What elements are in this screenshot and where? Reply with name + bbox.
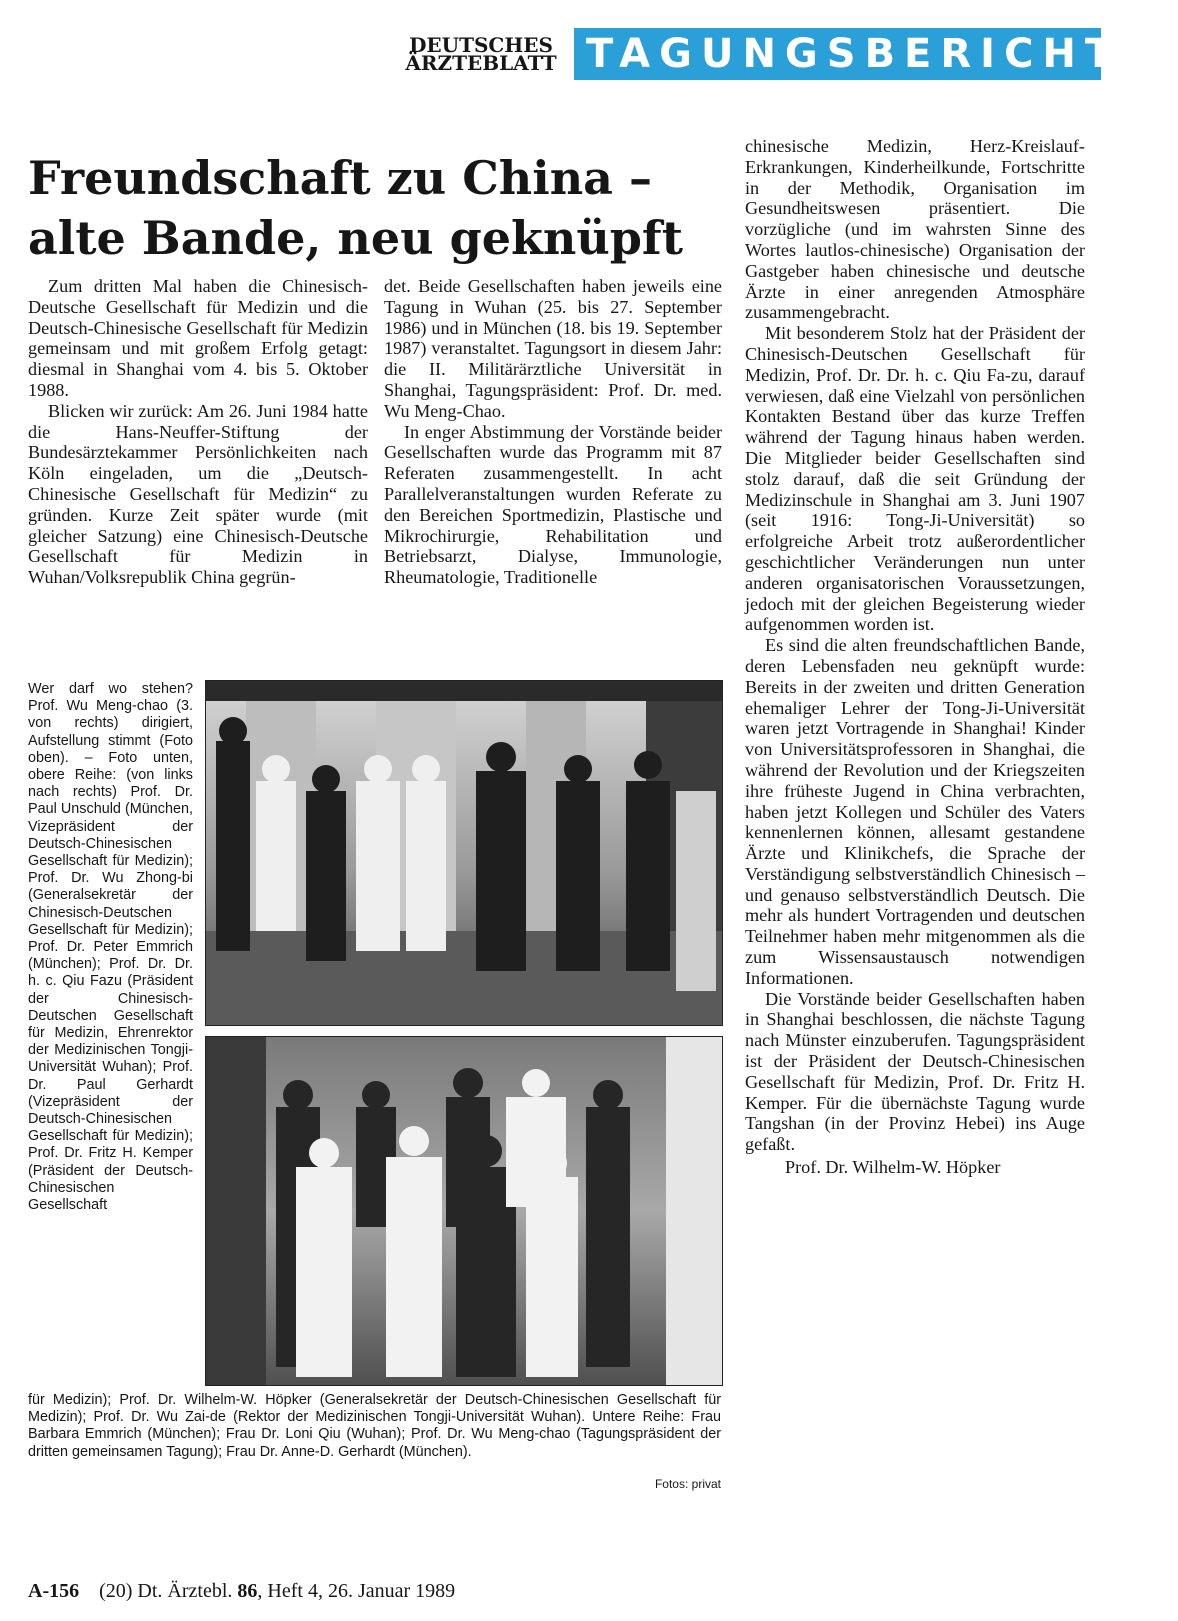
page-number: A-156: [28, 1580, 80, 1602]
headline-line1: Freundschaft zu China –: [28, 151, 652, 205]
paragraph: Die Vorstände beider Gesellschaften haben in Shanghai beschlossen, die nächste Tagung nach Münster einzuberufen. Tagungspräsident ist der Präsident der Deutsch-Chinesischen Gesellschaft für Medizin, Prof. Dr. Fritz H. Kemper. Für die übernächste Tagung wurde Tangshan (in der Provinz Hebei) ins Auge gefaßt.: [745, 988, 1085, 1155]
paragraph: In enger Abstimmung der Vorstände beider Gesellschaften wurde das Programm mit 87 Referaten zusammengestellt. In acht Parallelveranstaltungen wurden Referate zu den Bereichen Sportmedizin, Plastische und Mikrochirurgie, Rehabilitation und Betriebsarzt, Dialyse, Immunologie, Rheumatologie, Traditionelle: [384, 421, 722, 588]
masthead-line2: ÄRZTEBLATT: [405, 51, 557, 75]
article-headline: [28, 148, 750, 268]
paragraph: Es sind die alten freundschaftlichen Bande, deren Lebensfaden neu geknüpft wurde: Bereits in der zweiten und dritten Generation ehemaliger Lehrer der Tong-Ji-Universität waren jetzt Vortragende in Shanghai! Kinder von Universitätsprofessoren in Shanghai, die während der Revolution und der Kriegszeiten ihre früheste Jugend in China verbrachten, haben jetzt Kollegen und Schüler des Vaters kennenlernen können, allesamt gestandene Ärzte und Klinikchefs, die Sprache der Verständigung selbstverständlich Chinesisch – und genauso selbstverständlich Deutsch. Die mehr als hundert Vortragenden und deutschen Teilnehmer haben mehr mitgenommen als die zum Wissensaustausch notwendigen Informationen.: [745, 635, 1085, 988]
masthead-line1: DEUTSCHES: [409, 33, 553, 57]
page-footer: [28, 1580, 455, 1603]
photo-caption-wide: für Medizin); Prof. Dr. Wilhelm-W. Höpker (Generalsekretär der Deutsch-Chinesischen Gesellschaft für Medizin); Prof. Dr. Wu Zai-de (Rektor der Medizinischen Tongji-Universität Wuhan). Untere Reihe: Frau Barbara Emmrich (München); Frau Dr. Loni Qiu (Wuhan); Prof. Dr. Wu Meng-chao (Tagungspräsident der dritten gemeinsamen Tagung); Frau Dr. Anne-D. Gerhardt (München).: [28, 1392, 721, 1460]
article-column-1: [28, 276, 368, 588]
group-photo-bottom-image: [206, 1037, 722, 1385]
photo-bottom: [205, 1036, 723, 1386]
article-column-2: [384, 276, 722, 588]
section-banner: TAGUNGSBERICHT: [574, 28, 1101, 80]
article-column-3: [745, 136, 1085, 1178]
headline-line2: alte Bande, neu geknüpft: [28, 211, 683, 265]
issue-prefix: (20) Dt. Ärztebl.: [99, 1580, 233, 1602]
issue-suffix: , Heft 4, 26. Januar 1989: [257, 1580, 456, 1602]
photo-caption-narrow: Wer darf wo stehen? Prof. Wu Meng-chao (3. von rechts) dirigiert, Aufstellung stimmt (Foto oben). – Foto unten, obere Reihe: (von links nach rechts) Prof. Dr. Paul Unschuld (München, Vizepräsident der Deutsch-Chinesischen Gesellschaft für Medizin); Prof. Dr. Wu Zhong-bi (Generalsekretär der Chinesisch-Deutschen Gesellschaft für Medizin); Prof. Dr. Peter Emmrich (München); Prof. Dr. Dr. h. c. Qiu Fazu (Präsident der Chinesisch-Deutschen Gesellschaft für Medizin, Ehrenrektor der Medizinischen Tongji-Universität Wuhan); Prof. Dr. Paul Gerhardt (Vizepräsident der Deutsch-Chinesischen Gesellschaft für Medizin); Prof. Dr. Fritz H. Kemper (Präsident der Deutsch-Chinesischen Gesellschaft: [28, 681, 193, 1214]
paragraph: Zum dritten Mal haben die Chinesisch-Deutsche Gesellschaft für Medizin und die Deutsch-Chinesische Gesellschaft für Medizin gemeinsam und mit großem Erfolg getagt: diesmal in Shanghai vom 4. bis 5. Oktober 1988.: [28, 276, 368, 400]
issue-volume: 86: [237, 1580, 258, 1602]
masthead-logo: [400, 33, 562, 75]
photo-top: [205, 680, 723, 1026]
paragraph: Mit besonderem Stolz hat der Präsident der Chinesisch-Deutschen Gesellschaft für Medizin, Prof. Dr. Dr. h. c. Qiu Fa-zu, darauf verwiesen, daß eine Vielzahl von persönlichen Kontakten Bestand über das kurze Treffen während der Tagung hinaus haben werden. Die Mitglieder beider Gesellschaften sind stolz darauf, daß die seit Gründung der Medizinschule in Shanghai am 3. Juni 1907 (seit 1916: Tong-Ji-Universität) so erfolgreiche Arbeit trotz außerordentlicher geschichtlicher Veränderungen nun unter anderen organisatorischen Voraussetzungen, jedoch mit der gleichen Begeisterung wieder aufgenommen worden ist.: [745, 323, 1085, 635]
article-author: Prof. Dr. Wilhelm-W. Höpker: [785, 1157, 1001, 1178]
photo-credit: Fotos: privat: [654, 1477, 721, 1491]
paragraph: Blicken wir zurück: Am 26. Juni 1984 hatte die Hans-Neuffer-Stiftung der Bundesärztekammer Persönlichkeiten nach Köln eingeladen, um die „Deutsch-Chinesische Gesellschaft für Medizin“ zu gründen. Kurze Zeit später wurde (mit gleicher Satzung) eine Chinesisch-Deutsche Gesellschaft für Medizin in Wuhan/Volksrepublik China gegrün-: [28, 400, 368, 588]
group-photo-top-image: [206, 681, 722, 1025]
paragraph: det. Beide Gesellschaften haben jeweils eine Tagung in Wuhan (25. bis 27. September 1986) und in München (18. bis 19. September 1987) veranstaltet. Tagungsort in diesem Jahr: die II. Militärärztliche Universität in Shanghai, Tagungspräsident: Prof. Dr. med. Wu Meng-Chao.: [384, 276, 722, 421]
paragraph: chinesische Medizin, Herz-Kreislauf-Erkrankungen, Kinderheilkunde, Fortschritte in der Methodik, Organisation im Gesundheitswesen präsentiert. Die vorzügliche (und im wahrsten Sinne des Wortes lautlos-chinesische) Organisation der Gastgeber haben chinesische und deutsche Ärzte in einer anregenden Atmosphäre zusammengebracht.: [745, 136, 1085, 323]
